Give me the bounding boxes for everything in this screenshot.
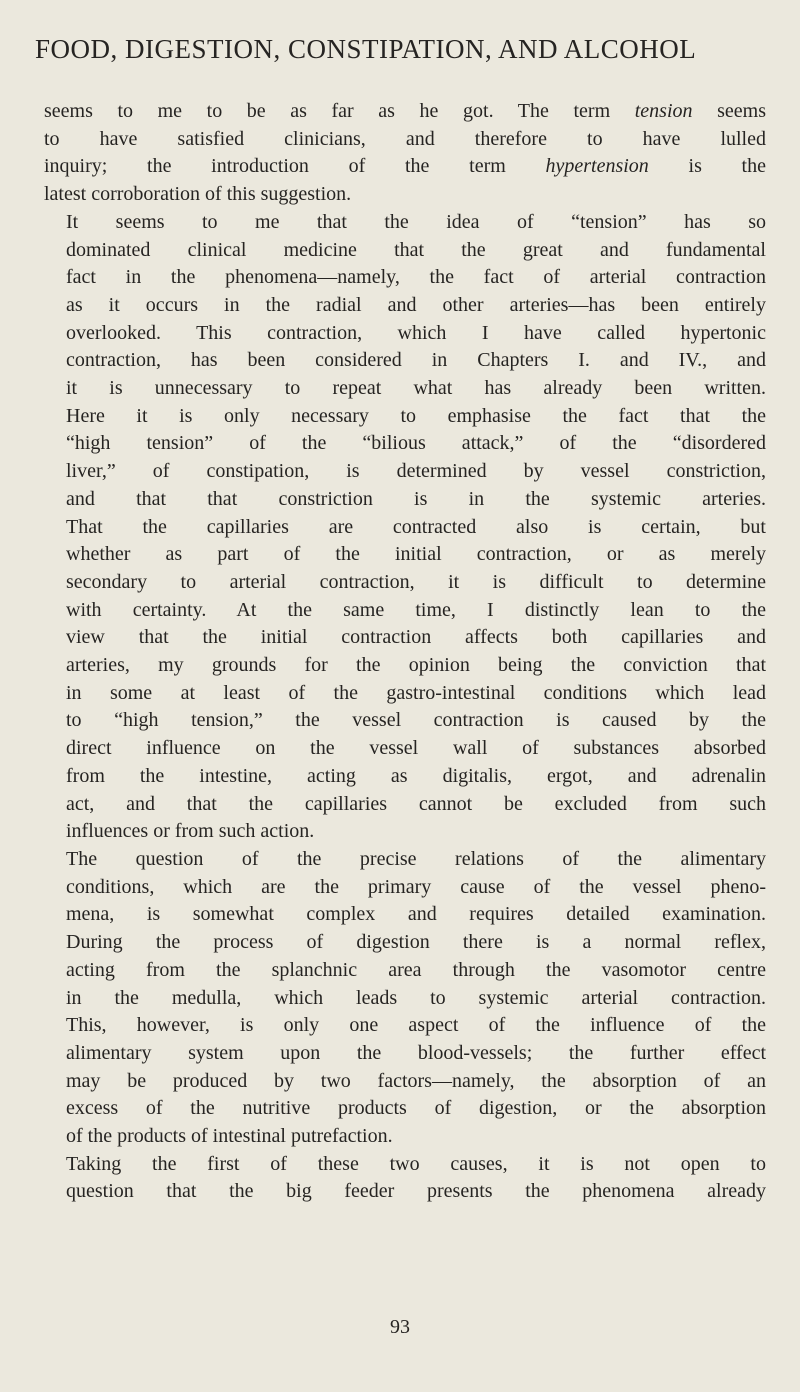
text-line: dominated clinical medicine that the great and fundamental (66, 238, 766, 261)
text-line: seems to me to be as far as he got. The term tension seems (44, 100, 766, 122)
text-line: may be produced by two factors—namely, the absorption of an (66, 1069, 766, 1092)
body-text (44, 98, 766, 1206)
text-line: It seems to me that the idea of “tension” has so (66, 210, 766, 233)
text-line: “high tension” of the “bilious attack,” of the “disordered (66, 432, 766, 455)
text-line: with certainty. At the same time, I distinctly lean to the (66, 598, 766, 621)
text-line: contraction, has been considered in Chapters I. and IV., and (66, 349, 766, 372)
text-line: influences or from such action. (66, 820, 315, 843)
text-line: question that the big feeder presents the phenomena already (66, 1180, 766, 1203)
text-line: to “high tension,” the vessel contraction is caused by the (66, 709, 766, 732)
paragraph (44, 209, 766, 846)
text-line: overlooked. This contraction, which I have called hypertonic (66, 321, 766, 344)
text-line: inquiry; the introduction of the term hypertension is the (44, 155, 766, 178)
paragraph (44, 98, 766, 209)
text-line: it is unnecessary to repeat what has already been written. (66, 377, 766, 400)
text-line: to have satisfied clinicians, and therefore to have lulled (44, 127, 766, 150)
text-line: in some at least of the gastro-intestinal conditions which lead (66, 681, 766, 704)
text-line: from the intestine, acting as digitalis, ergot, and adrenalin (66, 764, 766, 787)
text-line: latest corroboration of this suggestion. (44, 183, 352, 206)
text-line: arteries, my grounds for the opinion being the conviction that (66, 654, 766, 677)
paragraph (44, 846, 766, 1151)
text-line: This, however, is only one aspect of the influence of the (66, 1014, 766, 1037)
text-line: liver,” of constipation, is determined by vessel constriction, (66, 460, 766, 483)
page-number: 93 (390, 1316, 410, 1338)
text-line: That the capillaries are contracted also is certain, but (66, 515, 766, 538)
text-line: in the medulla, which leads to systemic arterial contraction. (66, 986, 766, 1009)
paragraph (44, 1151, 766, 1206)
text-line: whether as part of the initial contraction, or as merely (66, 543, 766, 566)
text-line: as it occurs in the radial and other arteries—has been entirely (66, 293, 766, 316)
text-line: of the products of intestinal putrefaction. (66, 1125, 393, 1148)
text-line: act, and that the capillaries cannot be excluded from such (66, 792, 766, 815)
text-line: Taking the first of these two causes, it is not open to (66, 1152, 766, 1175)
text-line: and that that constriction is in the systemic arteries. (66, 487, 766, 510)
text-line: view that the initial contraction affects both capillaries and (66, 626, 766, 649)
text-line: Here it is only necessary to emphasise the fact that the (66, 404, 766, 427)
text-line: alimentary system upon the blood-vessels; the further effect (66, 1041, 766, 1064)
text-line: The question of the precise relations of the alimentary (66, 847, 766, 870)
text-line: secondary to arterial contraction, it is difficult to determine (66, 570, 766, 593)
text-line: direct influence on the vessel wall of substances absorbed (66, 737, 766, 760)
text-line: acting from the splanchnic area through the vasomotor centre (66, 958, 766, 981)
text-line: fact in the phenomena—namely, the fact of arterial contraction (66, 266, 766, 289)
text-line: conditions, which are the primary cause of the vessel pheno- (66, 875, 766, 898)
text-line: excess of the nutritive products of digestion, or the absorption (66, 1097, 766, 1120)
running-title: FOOD, DIGESTION, CONSTIPATION, AND ALCOHOL (35, 34, 697, 64)
text-line: mena, is somewhat complex and requires detailed examination. (66, 903, 766, 926)
text-line: During the process of digestion there is a normal reflex, (66, 931, 766, 954)
